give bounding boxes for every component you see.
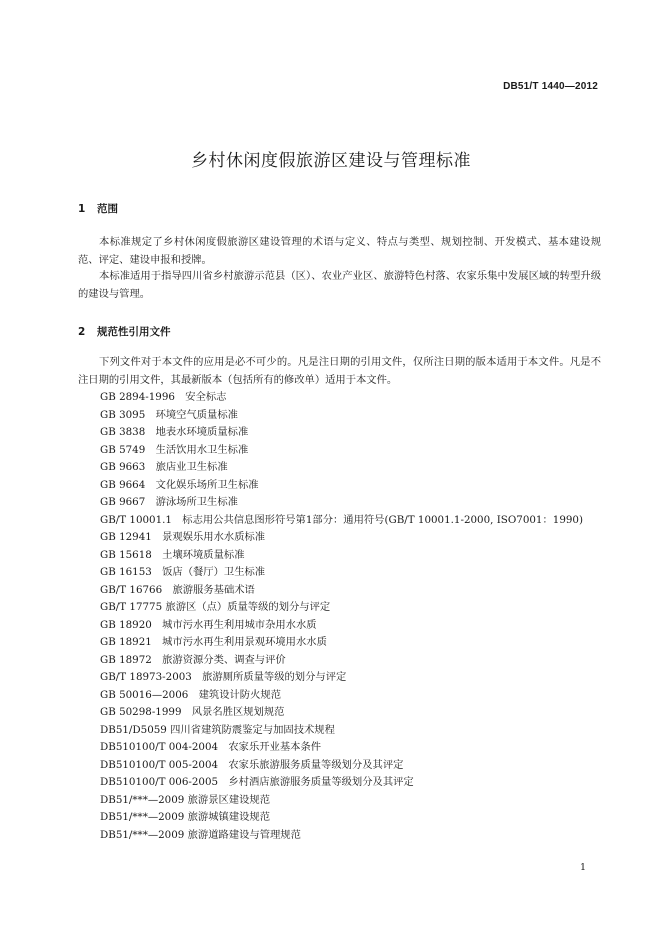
section-title: 范围 [97, 203, 118, 215]
reference-item: GB 2894-1996 安全标志 [100, 391, 227, 403]
reference-item: GB/T 17775 旅游区（点）质量等级的划分与评定 [100, 601, 331, 613]
reference-item: GB 9664 文化娱乐场所卫生标准 [100, 478, 259, 491]
reference-item: GB/T 10001.1 标志用公共信息图形符号第1部分：通用符号(GB/T 10001.1-2000, ISO7001：1990) [100, 513, 583, 526]
section-number: 2 [78, 326, 86, 338]
reference-item: DB510100/T 005-2004 农家乐旅游服务质量等级划分及其评定 [100, 758, 404, 771]
reference-item: GB/T 16766 旅游服务基础术语 [100, 583, 255, 596]
reference-item: GB 16153 饭店（餐厅）卫生标准 [100, 566, 266, 578]
reference-item: GB 12941 景观娱乐用水水质标准 [100, 531, 266, 543]
section-heading-scope [78, 201, 118, 216]
reference-item: DB510100/T 004-2004 农家乐开业基本条件 [100, 741, 322, 753]
reference-item: GB 3838 地表水环境质量标准 [100, 426, 249, 438]
reference-item: DB51/***—2009 旅游道路建设与管理规范 [100, 828, 301, 841]
section-number: 1 [78, 203, 86, 215]
reference-item: GB 18920 城市污水再生利用城市杂用水水质 [100, 618, 317, 631]
reference-item: GB 18972 旅游资源分类、调查与评价 [100, 653, 286, 666]
reference-item: GB 50016—2006 建筑设计防火规范 [100, 688, 281, 701]
reference-item: DB51/***—2009 旅游景区建设规范 [100, 793, 270, 806]
scope-paragraph-2: 本标准适用于指导四川省乡村旅游示范县（区）、农业产业区、旅游特色村落、农家乐集中发展区域的转型升级的建设与管理。 [78, 270, 601, 300]
reference-item: GB 50298-1999 风景名胜区规划规范 [100, 706, 285, 718]
reference-list [100, 389, 620, 844]
reference-item: GB 15618 土壤环境质量标准 [100, 548, 245, 561]
reference-item: GB 9667 游泳场所卫生标准 [100, 496, 238, 508]
reference-item: GB 18921 城市污水再生利用景观环境用水水质 [100, 636, 327, 648]
section-heading-normative-references [78, 324, 171, 339]
reference-item: GB 5749 生活饮用水卫生标准 [100, 443, 249, 456]
references-intro-paragraph: 下列文件对于本文件的应用是必不可少的。凡是注日期的引用文件，仅所注日期的版本适用于本文件。凡是不注日期的引用文件，其最新版本（包括所有的修改单）适用于本文件。 [78, 356, 601, 386]
document-code: DB51/T 1440—2012 [503, 81, 598, 92]
reference-item: DB51/***—2009 旅游城镇建设规范 [100, 811, 270, 823]
document-title: 乡村休闲度假旅游区建设与管理标准 [191, 151, 471, 171]
reference-item: DB510100/T 006-2005 乡村酒店旅游服务质量等级划分及其评定 [100, 776, 414, 788]
reference-item: GB/T 18973-2003 旅游厕所质量等级的划分与评定 [100, 671, 347, 683]
section-title: 规范性引用文件 [97, 326, 171, 338]
reference-item: GB 3095 环境空气质量标准 [100, 408, 238, 421]
reference-item: GB 9663 旅店业卫生标准 [100, 461, 228, 473]
page-number: 1 [579, 862, 586, 873]
reference-item: DB51/D5059 四川省建筑防震鉴定与加固技术规程 [100, 723, 335, 736]
scope-paragraph-1: 本标准规定了乡村休闲度假旅游区建设管理的术语与定义、特点与类型、规划控制、开发模式、基本建设规范、评定、建设申报和授牌。 [78, 236, 601, 266]
